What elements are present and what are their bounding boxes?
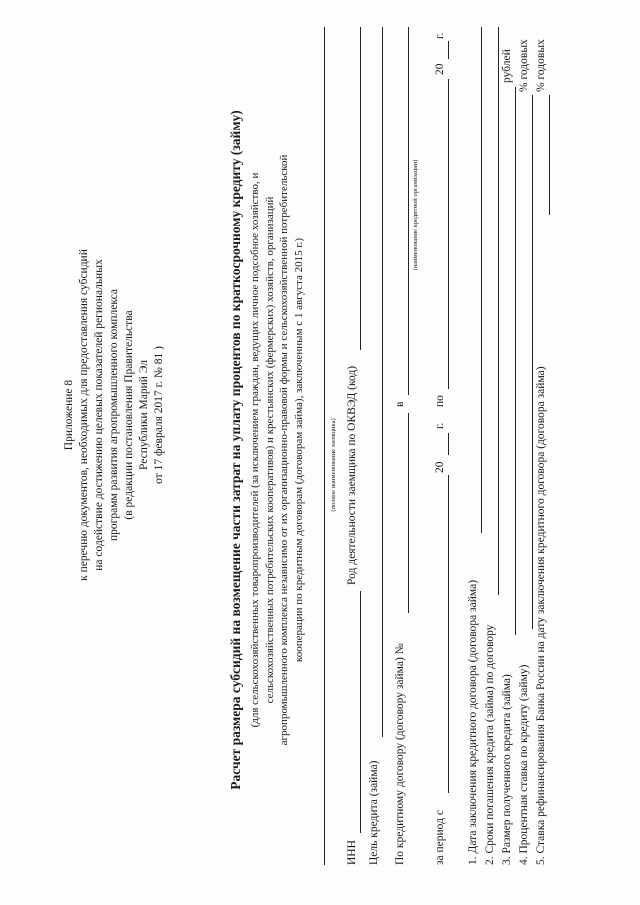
period-from-label: за период с bbox=[434, 810, 446, 865]
year-field-1[interactable] bbox=[448, 433, 449, 455]
subtitle-line: (для сельскохозяйственных товаропроизводителей (за исключением граждан, ведущих личное подсобное хозяйство, и bbox=[249, 172, 261, 728]
appendix-line: на содействие достижению целевых показателей региональных bbox=[93, 259, 105, 571]
okved-label: Род деятельности заемщика по ОКВЭД (код) bbox=[346, 365, 358, 585]
org-caption: (наименование кредитной организации) bbox=[412, 159, 419, 271]
contract-number-field[interactable] bbox=[408, 413, 409, 613]
purpose-field[interactable] bbox=[382, 27, 383, 737]
document-subtitle bbox=[248, 55, 306, 845]
inn-label: ИНН bbox=[346, 840, 358, 865]
appendix-line: от 17 февраля 2017 г. № 81 ) bbox=[153, 346, 165, 484]
in-label: в bbox=[394, 401, 406, 407]
item-4-label: 4. Процентная ставка по кредиту (займу) bbox=[518, 664, 530, 865]
appendix-title: Приложение 8 bbox=[63, 379, 75, 451]
item-3-field[interactable] bbox=[515, 87, 516, 635]
appendix-line: программ развития агропромышленного комплекса bbox=[108, 289, 120, 542]
year-label-2: 20 bbox=[434, 63, 446, 75]
purpose-label: Цель кредита (займа) bbox=[368, 760, 380, 865]
subtitle-line: сельскохозяйственных потребительских кооперативов) и крестьянских (фермерских) хозяйств, организаций bbox=[263, 196, 276, 704]
contract-label: По кредитному договору (договору займа) № bbox=[394, 643, 406, 865]
item-5-label: 5. Ставка рефинансирования Банка России на дату заключения кредитного договора (договора займа) bbox=[535, 366, 547, 865]
borrower-name-line[interactable] bbox=[324, 27, 325, 865]
appendix-block bbox=[62, 215, 167, 615]
item-4-suffix: % годовых bbox=[518, 39, 530, 92]
year-field-2[interactable] bbox=[448, 41, 449, 59]
credit-org-field[interactable] bbox=[408, 27, 409, 395]
item-4-field[interactable] bbox=[532, 95, 533, 629]
item-1-field[interactable] bbox=[481, 27, 482, 533]
item-2-label: 2. Сроки погашения кредита (займа) по договору bbox=[484, 624, 496, 865]
appendix-line: (в редакции постановления Правительства bbox=[123, 310, 135, 520]
period-from-field[interactable] bbox=[448, 475, 449, 793]
to-label: по bbox=[434, 395, 446, 407]
subtitle-line: агропромышленного комплекса независимо от их организационно-правовой формы и сельскохозяйственной потребительской bbox=[278, 154, 290, 746]
borrower-caption: (полное наименование заемщика) bbox=[330, 418, 337, 512]
appendix-line: Республики Марий Эл bbox=[138, 360, 150, 471]
period-to-field[interactable] bbox=[448, 79, 449, 389]
item-3-label: 3. Размер полученного кредита (займа) bbox=[501, 674, 513, 865]
okved-field[interactable] bbox=[360, 27, 361, 350]
inn-field[interactable] bbox=[360, 591, 361, 833]
item-3-suffix: рублей bbox=[501, 49, 513, 83]
item-2-field[interactable] bbox=[498, 27, 499, 595]
item-5-field[interactable] bbox=[549, 95, 550, 215]
year-mark-1: г. bbox=[434, 422, 446, 429]
item-1-label: 1. Дата заключения кредитного договора (договора займа) bbox=[467, 579, 479, 865]
subtitle-line: кооперации по кредитным договорам (договорам займа), заключенным с 1 августа 2015 г.) bbox=[292, 237, 305, 663]
year-mark-2: г. bbox=[434, 32, 446, 39]
item-5-suffix: % годовых bbox=[535, 39, 547, 92]
year-label-1: 20 bbox=[434, 461, 446, 473]
appendix-line: к перечню документов, необходимых для предоставления субсидий bbox=[78, 249, 90, 581]
document-title: Расчет размера субсидий на возмещение части затрат на уплату процентов по краткосрочному кредиту (займу) bbox=[228, 110, 243, 790]
